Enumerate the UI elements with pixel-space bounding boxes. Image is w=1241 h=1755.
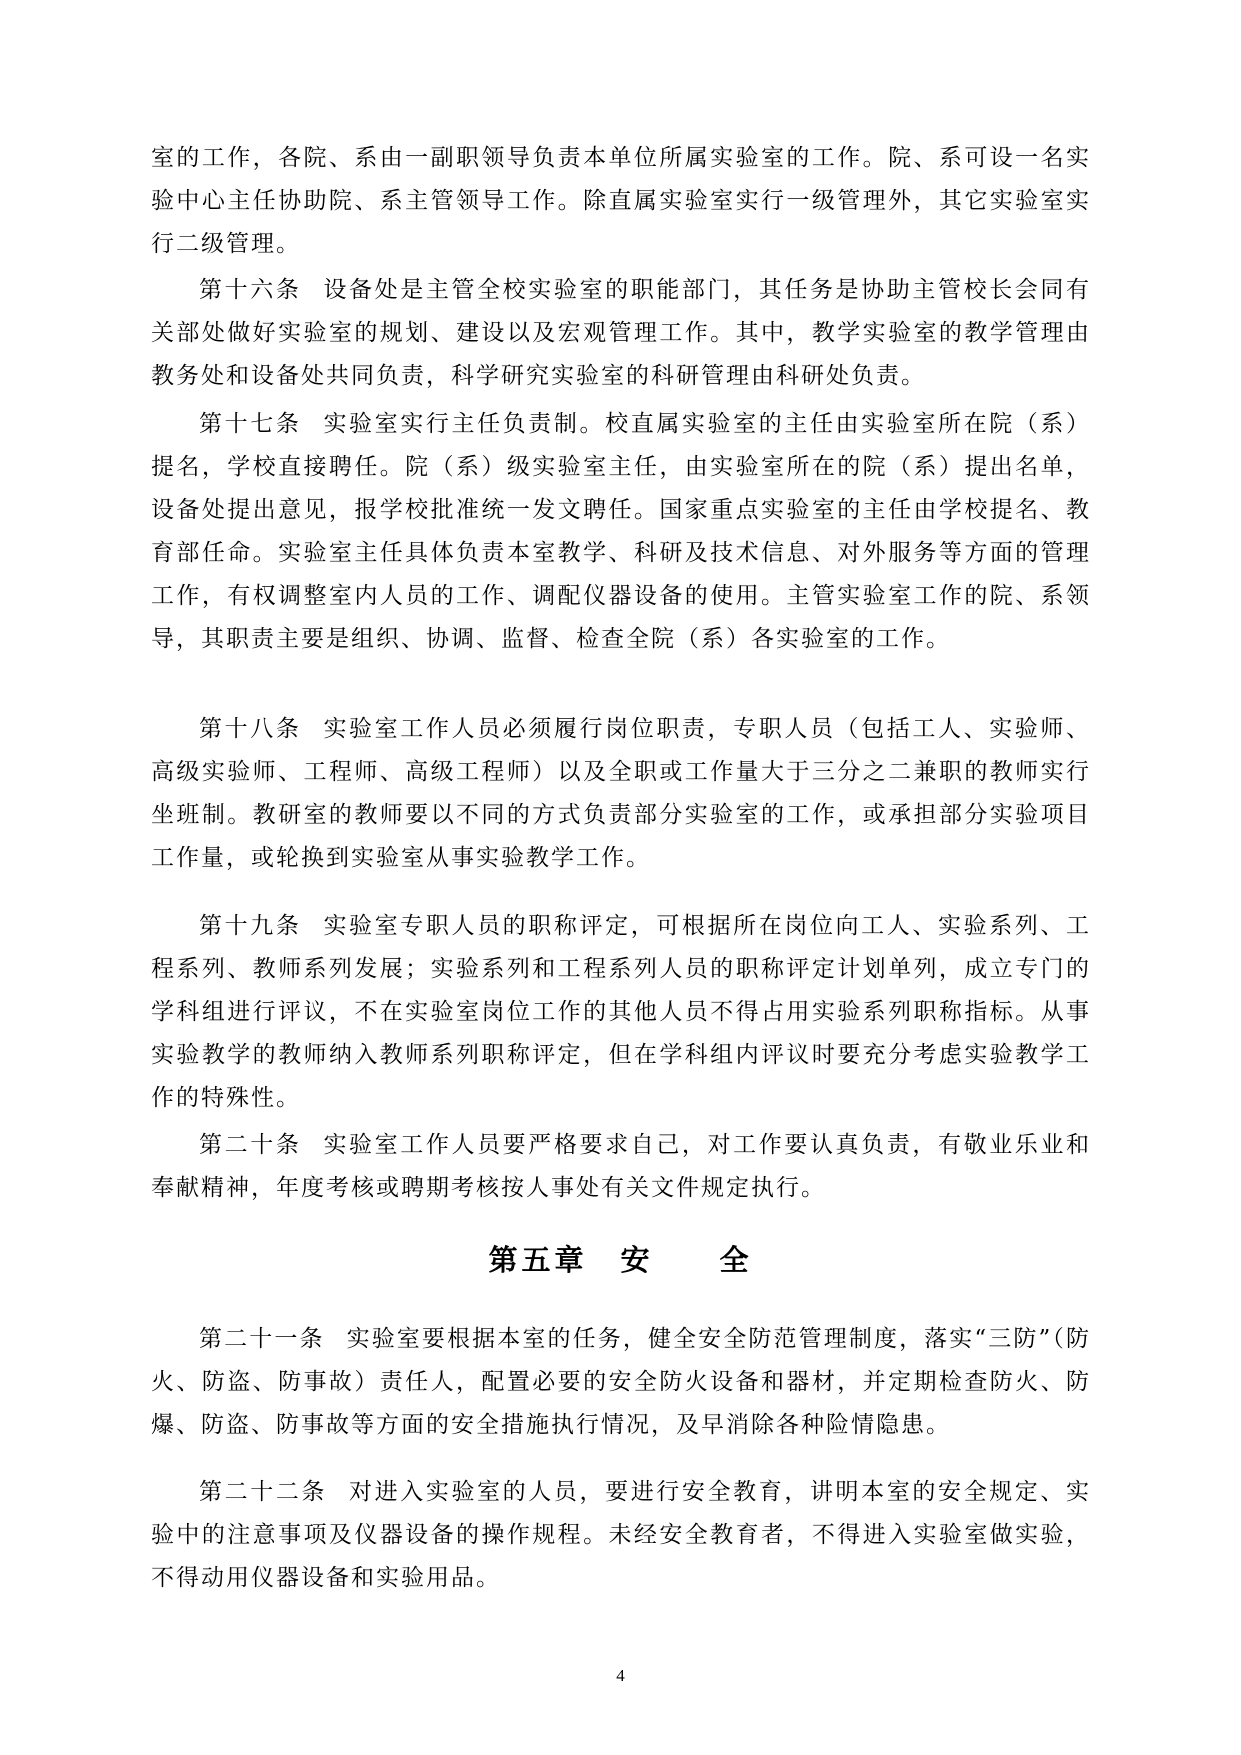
article-heading: 第十七条: [199, 411, 302, 437]
article-heading: 第十九条: [199, 913, 302, 939]
article-heading: 第二十二条: [199, 1479, 328, 1505]
paragraph-continuation: 室的工作，各院、系由一副职领导负责本单位所属实验室的工作。院、系可设一名实验中心主任协助院、系主管领导工作。除直属实验室实行一级管理外，其它实验室实行二级管理。: [151, 145, 1091, 257]
page-number: 4: [616, 1666, 625, 1685]
article-21: [151, 1318, 1091, 1447]
chapter-title: 第五章 安 全: [488, 1243, 753, 1277]
article-heading: 第十八条: [199, 716, 302, 742]
article-18: [151, 708, 1091, 880]
article-16: [151, 269, 1091, 398]
article-22: [151, 1471, 1091, 1600]
article-body: 实验室要根据本室的任务，健全安全防范管理制度，落实“三防”（防火、防盗、防事故）责任人，配置必要的安全防火设备和器材，并定期检查防火、防爆、防盗、防事故等方面的安全措施执行情况，及早消除各种险情隐患。: [151, 1326, 1091, 1438]
article-body: 实验室实行主任负责制。校直属实验室的主任由实验室所在院（系）提名，学校直接聘任。院（系）级实验室主任，由实验室所在的院（系）提出名单，设备处提出意见，报学校批准统一发文聘任。国家重点实验室的主任由学校提名、教育部任命。实验室主任具体负责本室教学、科研及技术信息、对外服务等方面的管理工作，有权调整室内人员的工作、调配仪器设备的使用。主管实验室工作的院、系领导，其职责主要是组织、协调、监督、检查全院（系）各实验室的工作。: [151, 411, 1092, 652]
article-heading: 第十六条: [199, 277, 302, 303]
article-20: [151, 1124, 1091, 1210]
article-body: 设备处是主管全校实验室的职能部门，其任务是协助主管校长会同有关部处做好实验室的规划、建设以及宏观管理工作。其中，教学实验室的教学管理由教务处和设备处共同负责，科学研究实验室的科研管理由科研处负责。: [151, 277, 1092, 389]
article-body: 实验室工作人员要严格要求自己，对工作要认真负责，有敬业乐业和奉献精神，年度考核或聘期考核按人事处有关文件规定执行。: [151, 1132, 1092, 1201]
article-body: 对进入实验室的人员，要进行安全教育，讲明本室的安全规定、实验中的注意事项及仪器设备的操作规程。未经安全教育者，不得进入实验室做实验，不得动用仪器设备和实验用品。: [151, 1479, 1092, 1591]
article-19: [151, 905, 1091, 1120]
article-body: 实验室工作人员必须履行岗位职责，专职人员（包括工人、实验师、高级实验师、工程师、高级工程师）以及全职或工作量大于三分之二兼职的教师实行坐班制。教研室的教师要以不同的方式负责部分实验室的工作，或承担部分实验项目工作量，或轮换到实验室从事实验教学工作。: [151, 716, 1092, 871]
article-body: 实验室专职人员的职称评定，可根据所在岗位向工人、实验系列、工程系列、教师系列发展；实验系列和工程系列人员的职称评定计划单列，成立专门的学科组进行评议，不在实验室岗位工作的其他人员不得占用实验系列职称指标。从事实验教学的教师纳入教师系列职称评定，但在学科组内评议时要充分考虑实验教学工作的特殊性。: [151, 913, 1092, 1111]
article-heading: 第二十一条: [199, 1326, 325, 1352]
article-17: [151, 403, 1091, 661]
article-heading: 第二十条: [199, 1132, 302, 1158]
